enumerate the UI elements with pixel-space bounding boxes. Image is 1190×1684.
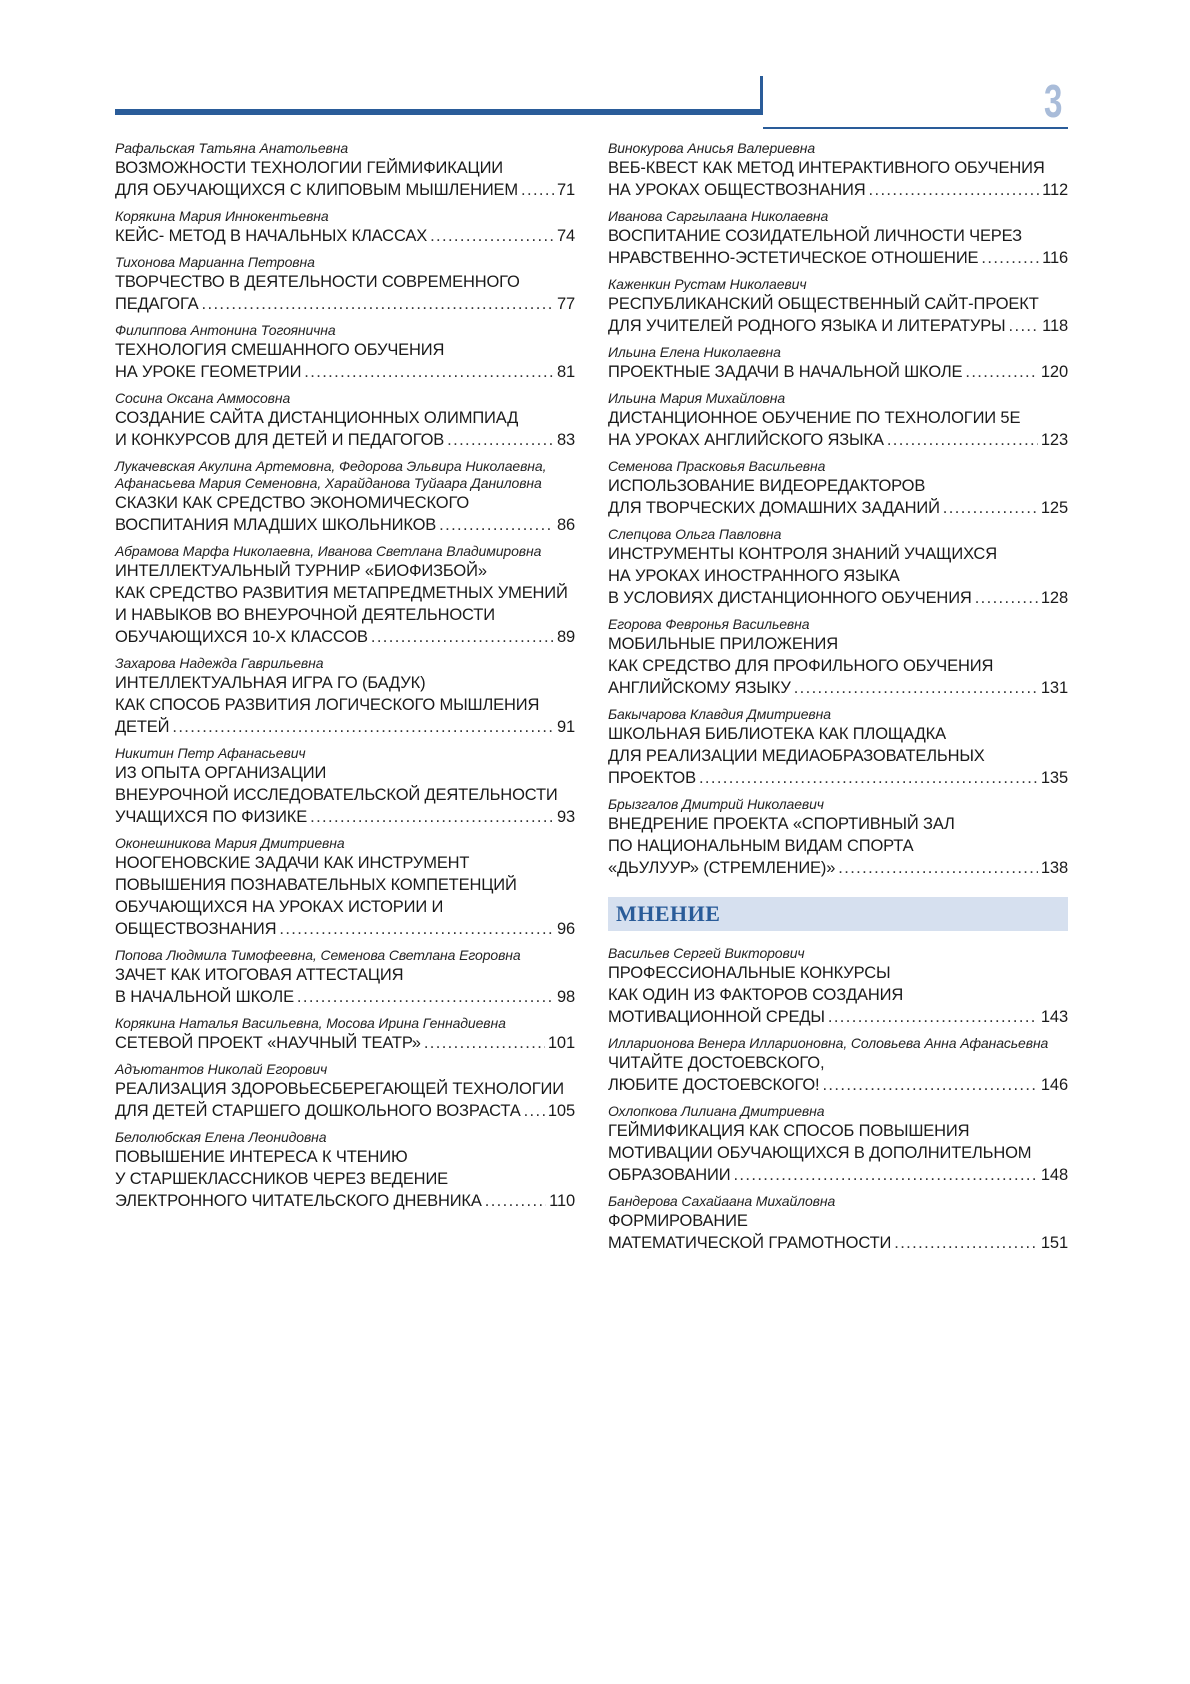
toc-entry-title-line: ШКОЛЬНАЯ БИБЛИОТЕКА КАК ПЛОЩАДКА	[608, 725, 946, 743]
toc-entry[interactable]	[115, 835, 575, 940]
toc-entry-title-row	[115, 716, 575, 738]
toc-entry-page: 118	[1042, 317, 1068, 335]
toc-entry-page: 120	[1040, 363, 1068, 381]
toc-entry[interactable]	[608, 458, 1068, 519]
toc-entry[interactable]	[608, 208, 1068, 269]
toc-entry-title-line: ИНТЕЛЛЕКТУАЛЬНАЯ ИГРА ГО (БАДУК)	[115, 674, 426, 692]
toc-entry-title-line: НА УРОКАХ ОБЩЕСТВОЗНАНИЯ	[608, 181, 866, 199]
toc-entry-title-row	[115, 1190, 575, 1212]
dot-leader	[485, 1190, 546, 1212]
toc-entry-title-row	[115, 1032, 575, 1054]
toc-entry-page: 125	[1040, 499, 1068, 517]
toc-entry-title-row	[608, 857, 1068, 879]
toc-entry[interactable]	[115, 745, 575, 828]
dot-leader	[699, 767, 1038, 789]
toc-entry-title-line: МАТЕМАТИЧЕСКОЙ ГРАМОТНОСТИ	[608, 1234, 892, 1252]
toc-entry[interactable]	[608, 276, 1068, 337]
toc-entry-title-row	[608, 315, 1068, 337]
toc-entry-title-line: НА УРОКАХ АНГЛИЙСКОГО ЯЗЫКА	[608, 431, 884, 449]
toc-entry-page: 86	[556, 516, 575, 534]
toc-entry-title-line: ДЛЯ ТВОРЧЕСКИХ ДОМАШНИХ ЗАДАНИЙ	[608, 499, 940, 517]
toc-entry-title-line: ДЕТЕЙ	[115, 718, 170, 736]
toc-entry-title-line: СКАЗКИ КАК СРЕДСТВО ЭКОНОМИЧЕСКОГО	[115, 494, 470, 512]
toc-entry-title-line: КЕЙС- МЕТОД В НАЧАЛЬНЫХ КЛАССАХ	[115, 227, 428, 245]
dot-leader	[279, 918, 554, 940]
dot-leader	[943, 497, 1038, 519]
toc-entry-author: Никитин Петр Афанасьевич	[115, 745, 306, 761]
toc-entry-author: Егорова Февронья Васильевна	[608, 616, 810, 632]
toc-entry-page: 143	[1040, 1008, 1068, 1026]
dot-leader	[310, 806, 554, 828]
toc-entry-author: Васильев Сергей Викторович	[608, 945, 805, 961]
toc-entry-title-row	[608, 1232, 1068, 1254]
toc-section-entries	[608, 945, 1068, 1254]
toc-entry-title-line: АНГЛИЙСКОМУ ЯЗЫКУ	[608, 679, 791, 697]
toc-entry[interactable]	[115, 655, 575, 738]
toc-entry-author: Семенова Прасковья Васильевна	[608, 458, 826, 474]
toc-entry-title-row	[608, 1164, 1068, 1186]
toc-entry[interactable]	[115, 322, 575, 383]
dot-leader	[981, 247, 1039, 269]
toc-entry[interactable]	[608, 706, 1068, 789]
dot-leader	[521, 179, 554, 201]
toc-entry-title-line: МОТИВАЦИОННОЙ СРЕДЫ	[608, 1008, 825, 1026]
toc-entry[interactable]	[608, 526, 1068, 609]
toc-entry-title-line: ПО НАЦИОНАЛЬНЫМ ВИДАМ СПОРТА	[608, 837, 914, 855]
toc-entry[interactable]	[608, 140, 1068, 201]
toc-entry-title-line: И КОНКУРСОВ ДЛЯ ДЕТЕЙ И ПЕДАГОГОВ	[115, 431, 445, 449]
toc-entry-title-line: ОБЩЕСТВОЗНАНИЯ	[115, 920, 277, 938]
toc-entry-title-row	[608, 429, 1068, 451]
dot-leader	[828, 1006, 1038, 1028]
toc-entry-page: 96	[556, 920, 575, 938]
toc-entry-title-line: ТЕХНОЛОГИЯ СМЕШАННОГО ОБУЧЕНИЯ	[115, 341, 445, 359]
toc-entry[interactable]	[115, 458, 575, 536]
toc-entry-title-row	[608, 1074, 1068, 1096]
dot-leader	[202, 293, 554, 315]
dot-leader	[371, 626, 554, 648]
toc-entry-title-line: ДИСТАНЦИОННОЕ ОБУЧЕНИЕ ПО ТЕХНОЛОГИИ 5Е	[608, 409, 1021, 427]
toc-entry[interactable]	[115, 208, 575, 247]
toc-entry-title-line: КАК ОДИН ИЗ ФАКТОРОВ СОЗДАНИЯ	[608, 986, 904, 1004]
toc-entry-title-row	[608, 497, 1068, 519]
toc-entry-title-row	[115, 361, 575, 383]
toc-entry-title-row	[115, 626, 575, 648]
toc-entry-title-line: ВОЗМОЖНОСТИ ТЕХНОЛОГИИ ГЕЙМИФИКАЦИИ	[115, 159, 504, 177]
toc-entry-title-row	[115, 225, 575, 247]
toc-entry-title-line: ИСПОЛЬЗОВАНИЕ ВИДЕОРЕДАКТОРОВ	[608, 477, 926, 495]
toc-entry-title-line: ИНТЕЛЛЕКТУАЛЬНЫЙ ТУРНИР «БИОФИЗБОЙ»	[115, 562, 487, 580]
toc-entry-author: Бандерова Сахайаана Михайловна	[608, 1193, 836, 1209]
toc-entry-author: Сосина Оксана Аммосовна	[115, 390, 291, 406]
toc-entry-title-line: ОБУЧАЮЩИХСЯ 10-Х КЛАССОВ	[115, 628, 368, 646]
toc-entry-title-row	[608, 179, 1068, 201]
dot-leader	[794, 677, 1038, 699]
toc-entry-page: 77	[556, 295, 575, 313]
dot-leader	[424, 1032, 545, 1054]
toc-entry-title-line: СОЗДАНИЕ САЙТА ДИСТАНЦИОННЫХ ОЛИМПИАД	[115, 409, 519, 427]
toc-entry-page: 148	[1040, 1166, 1068, 1184]
toc-entry[interactable]	[115, 1015, 575, 1054]
toc-entry-title-line: ДЛЯ ДЕТЕЙ СТАРШЕГО ДОШКОЛЬНОГО ВОЗРАСТА	[115, 1102, 521, 1120]
toc-entry-title-line: ПЕДАГОГА	[115, 295, 199, 313]
toc-entry-page: 91	[556, 718, 575, 736]
toc-entry-author: Бакычарова Клавдия Дмитриевна	[608, 706, 831, 722]
header-rule-right	[763, 127, 1068, 129]
toc-entry-page: 123	[1040, 431, 1068, 449]
toc-entry-title-line: У СТАРШЕКЛАССНИКОВ ЧЕРЕЗ ВЕДЕНИЕ	[115, 1170, 449, 1188]
toc-entry-title-line: НРАВСТВЕННО-ЭСТЕТИЧЕСКОЕ ОТНОШЕНИЕ	[608, 249, 979, 267]
toc-entry-title-row	[608, 1006, 1068, 1028]
toc-entry-author: Оконешникова Мария Дмитриевна	[115, 835, 345, 851]
toc-entry-title-row	[115, 179, 575, 201]
toc-entry-title-line: В НАЧАЛЬНОЙ ШКОЛЕ	[115, 988, 294, 1006]
toc-entry-page: 105	[547, 1102, 575, 1120]
toc-entry-title-line: ЛЮБИТЕ ДОСТОЕВСКОГО!	[608, 1076, 820, 1094]
section-header-bar	[608, 897, 1068, 931]
dot-leader	[172, 716, 554, 738]
toc-entry-page: 116	[1042, 249, 1068, 267]
toc-entry-title-row	[608, 247, 1068, 269]
toc-entry[interactable]	[115, 390, 575, 451]
toc-entry-author: Корякина Наталья Васильевна, Мосова Ирина Геннадиевна	[115, 1015, 506, 1031]
toc-entry-title-line: РЕСПУБЛИКАНСКИЙ ОБЩЕСТВЕННЫЙ САЙТ-ПРОЕКТ	[608, 295, 1039, 313]
toc-entry[interactable]	[115, 254, 575, 315]
toc-entry-page: 138	[1040, 859, 1068, 877]
toc-entry-title-row	[115, 429, 575, 451]
toc-entry-author: Охлопкова Лилиана Дмитриевна	[608, 1103, 825, 1119]
toc-entry-page: 146	[1040, 1076, 1068, 1094]
toc-entry-title-line: ПОВЫШЕНИЕ ИНТЕРЕСА К ЧТЕНИЮ	[115, 1148, 408, 1166]
toc-entry-title-line: ГЕЙМИФИКАЦИЯ КАК СПОСОБ ПОВЫШЕНИЯ	[608, 1122, 970, 1140]
dot-leader	[822, 1074, 1037, 1096]
toc-entry-title-line: ПРОЕКТОВ	[608, 769, 696, 787]
dot-leader	[838, 857, 1038, 879]
toc-entry-title-line: ЧИТАЙТЕ ДОСТОЕВСКОГО,	[608, 1054, 825, 1072]
toc-entry-page: 83	[556, 431, 575, 449]
toc-entry-page: 128	[1040, 589, 1068, 607]
toc-entry-author: Корякина Мария Иннокентьевна	[115, 208, 329, 224]
toc-entry-page: 131	[1040, 679, 1068, 697]
toc-entry-author: Захарова Надежда Гаврильевна	[115, 655, 324, 671]
toc-entry[interactable]	[608, 1103, 1068, 1186]
dot-leader	[975, 587, 1038, 609]
toc-entry-author: Рафальская Татьяна Анатольевна	[115, 140, 349, 156]
page-number: 3	[1044, 75, 1063, 127]
toc-entry-title-line: ВНЕУРОЧНОЙ ИССЛЕДОВАТЕЛЬСКОЙ ДЕЯТЕЛЬНОСТИ	[115, 786, 558, 804]
toc-entry-page: 110	[549, 1192, 575, 1210]
toc-entry-title-line: «ДЬУЛУУР» (СТРЕМЛЕНИЕ)»	[608, 859, 836, 877]
toc-entry-page: 71	[556, 181, 575, 199]
toc-entry-title-row	[115, 806, 575, 828]
toc-entry-title-line: И НАВЫКОВ ВО ВНЕУРОЧНОЙ ДЕЯТЕЛЬНОСТИ	[115, 606, 495, 624]
toc-entry-page: 98	[556, 988, 575, 1006]
toc-entry[interactable]	[608, 1035, 1068, 1096]
toc-entry-author: Ильина Елена Николаевна	[608, 344, 781, 360]
header-rule-tick	[760, 76, 763, 115]
toc-entry-title-line: МОТИВАЦИИ ОБУЧАЮЩИХСЯ В ДОПОЛНИТЕЛЬНОМ	[608, 1144, 1032, 1162]
dot-leader	[297, 986, 554, 1008]
toc-entry[interactable]	[608, 616, 1068, 699]
toc-entry-title-row	[608, 767, 1068, 789]
toc-entry-page: 101	[547, 1034, 575, 1052]
toc-entry-title-line: МОБИЛЬНЫЕ ПРИЛОЖЕНИЯ	[608, 635, 838, 653]
toc-entry[interactable]	[115, 543, 575, 648]
dot-leader	[733, 1164, 1037, 1186]
toc-entry-title-line: ДЛЯ РЕАЛИЗАЦИИ МЕДИАОБРАЗОВАТЕЛЬНЫХ	[608, 747, 985, 765]
toc-entry-title-row	[608, 361, 1068, 383]
toc-entry-author: Белолюбская Елена Леонидовна	[115, 1129, 327, 1145]
toc-entry-author: Брызгалов Дмитрий Николаевич	[608, 796, 824, 812]
toc-entry-page: 112	[1042, 181, 1068, 199]
toc-entry-title-line: ПРОФЕССИОНАЛЬНЫЕ КОНКУРСЫ	[608, 964, 891, 982]
toc-entry-title-line: ЗАЧЕТ КАК ИТОГОВАЯ АТТЕСТАЦИЯ	[115, 966, 404, 984]
toc-entry[interactable]	[608, 796, 1068, 879]
toc-entry-title-line: ИЗ ОПЫТА ОРГАНИЗАЦИИ	[115, 764, 327, 782]
toc-entry-author: Тихонова Марианна Петровна	[115, 254, 315, 270]
toc-right-entries	[608, 140, 1068, 879]
toc-entry-page: 151	[1040, 1234, 1068, 1252]
dot-leader	[894, 1232, 1038, 1254]
toc-entry-title-line: НА УРОКЕ ГЕОМЕТРИИ	[115, 363, 302, 381]
toc-entry-title-line: ОБУЧАЮЩИХСЯ НА УРОКАХ ИСТОРИИ И	[115, 898, 444, 916]
toc-entry-title-row	[608, 587, 1068, 609]
toc-entry[interactable]	[608, 390, 1068, 451]
toc-entry-author: Лукачевская Акулина Артемовна, Федорова Эльвира Николаевна, Афанасьева Мария Семеновна, Харайданова Туйаара Даниловна	[115, 458, 547, 491]
toc-entry-page: 135	[1040, 769, 1068, 787]
toc-entry-title-line: УЧАЩИХСЯ ПО ФИЗИКЕ	[115, 808, 308, 826]
toc-entry-title-line: ДЛЯ ОБУЧАЮЩИХСЯ С КЛИПОВЫМ МЫШЛЕНИЕМ	[115, 181, 519, 199]
toc-entry-author: Попова Людмила Тимофеевна, Семенова Светлана Егоровна	[115, 947, 521, 963]
toc-entry-page: 89	[556, 628, 575, 646]
dot-leader	[430, 225, 554, 247]
toc-entry[interactable]	[115, 1061, 575, 1122]
toc-entry-title-row	[115, 986, 575, 1008]
toc-entry-page: 93	[556, 808, 575, 826]
toc-entry-title-line: КАК СРЕДСТВО РАЗВИТИЯ МЕТАПРЕДМЕТНЫХ УМЕНИЙ	[115, 584, 568, 602]
toc-entry-author: Каженкин Рустам Николаевич	[608, 276, 807, 292]
toc-entry-author: Абрамова Марфа Николаевна, Иванова Светлана Владимировна	[115, 543, 542, 559]
toc-entry-title-row	[115, 1100, 575, 1122]
toc-right-column	[608, 140, 1068, 1261]
toc-entry-title-line: РЕАЛИЗАЦИЯ ЗДОРОВЬЕСБЕРЕГАЮЩЕЙ ТЕХНОЛОГИИ	[115, 1080, 564, 1098]
toc-entry-page: 74	[556, 227, 575, 245]
toc-entry-title-line: ПОВЫШЕНИЯ ПОЗНАВАТЕЛЬНЫХ КОМПЕТЕНЦИЙ	[115, 876, 517, 894]
toc-entry[interactable]	[115, 1129, 575, 1212]
toc-entry-author: Иванова Саргылаана Николаевна	[608, 208, 829, 224]
toc-entry-title-line: ЭЛЕКТРОННОГО ЧИТАТЕЛЬСКОГО ДНЕВНИКА	[115, 1192, 482, 1210]
dot-leader	[869, 179, 1040, 201]
toc-entry-title-line: НООГЕНОВСКИЕ ЗАДАЧИ КАК ИНСТРУМЕНТ	[115, 854, 470, 872]
dot-leader	[524, 1100, 545, 1122]
toc-entry-author: Илларионова Венера Илларионовна, Соловьева Анна Афанасьевна	[608, 1035, 1049, 1051]
toc-entry-author: Винокурова Анисья Валериевна	[608, 140, 816, 156]
dot-leader	[439, 514, 554, 536]
toc-entry[interactable]	[608, 344, 1068, 383]
toc-entry-title-row	[115, 293, 575, 315]
toc-entry-author: Адъютантов Николай Егорович	[115, 1061, 328, 1077]
toc-entry-title-line: ФОРМИРОВАНИЕ	[608, 1212, 748, 1230]
toc-entry-title-row	[115, 918, 575, 940]
dot-leader	[304, 361, 554, 383]
toc-entry-author: Филиппова Антонина Тогоянична	[115, 322, 336, 338]
toc-entry[interactable]	[115, 140, 575, 201]
toc-entry-title-line: ДЛЯ УЧИТЕЛЕЙ РОДНОГО ЯЗЫКА И ЛИТЕРАТУРЫ	[608, 317, 1006, 335]
toc-entry-author: Слепцова Ольга Павловна	[608, 526, 782, 542]
toc-entry-title-line: ВОСПИТАНИЯ МЛАДШИХ ШКОЛЬНИКОВ	[115, 516, 437, 534]
toc-entry-title-row	[608, 677, 1068, 699]
toc-entry-title-line: КАК СПОСОБ РАЗВИТИЯ ЛОГИЧЕСКОГО МЫШЛЕНИЯ	[115, 696, 540, 714]
dot-leader	[1009, 315, 1040, 337]
toc-entry[interactable]	[608, 945, 1068, 1028]
toc-entry-title-line: ОБРАЗОВАНИИ	[608, 1166, 731, 1184]
section-title: МНЕНИЕ	[616, 901, 721, 926]
toc-entry-title-line: СЕТЕВОЙ ПРОЕКТ «НАУЧНЫЙ ТЕАТР»	[115, 1034, 421, 1052]
toc-entry-title-line: НА УРОКАХ ИНОСТРАННОГО ЯЗЫКА	[608, 567, 900, 585]
toc-entry[interactable]	[115, 947, 575, 1008]
dot-leader	[887, 429, 1038, 451]
toc-left-column	[115, 140, 575, 1219]
toc-entry-author: Ильина Мария Михайловна	[608, 390, 786, 406]
toc-entry[interactable]	[608, 1193, 1068, 1254]
dot-leader	[447, 429, 554, 451]
toc-entry-title-line: ПРОЕКТНЫЕ ЗАДАЧИ В НАЧАЛЬНОЙ ШКОЛЕ	[608, 363, 963, 381]
dot-leader	[965, 361, 1038, 383]
header-rule-left	[115, 109, 763, 115]
toc-entry-title-line: КАК СРЕДСТВО ДЛЯ ПРОФИЛЬНОГО ОБУЧЕНИЯ	[608, 657, 994, 675]
toc-entry-title-line: ТВОРЧЕСТВО В ДЕЯТЕЛЬНОСТИ СОВРЕМЕННОГО	[115, 273, 520, 291]
toc-entry-title-row	[115, 514, 575, 536]
toc-entry-page: 81	[556, 363, 575, 381]
toc-entry-title-line: ВЕБ-КВЕСТ КАК МЕТОД ИНТЕРАКТИВНОГО ОБУЧЕНИЯ	[608, 159, 1045, 177]
toc-entry-title-line: В УСЛОВИЯХ ДИСТАНЦИОННОГО ОБУЧЕНИЯ	[608, 589, 972, 607]
toc-entry-title-line: ВНЕДРЕНИЕ ПРОЕКТА «СПОРТИВНЫЙ ЗАЛ	[608, 815, 955, 833]
toc-entry-title-line: ВОСПИТАНИЕ СОЗИДАТЕЛЬНОЙ ЛИЧНОСТИ ЧЕРЕЗ	[608, 227, 1022, 245]
toc-entry-title-line: ИНСТРУМЕНТЫ КОНТРОЛЯ ЗНАНИЙ УЧАЩИХСЯ	[608, 545, 997, 563]
